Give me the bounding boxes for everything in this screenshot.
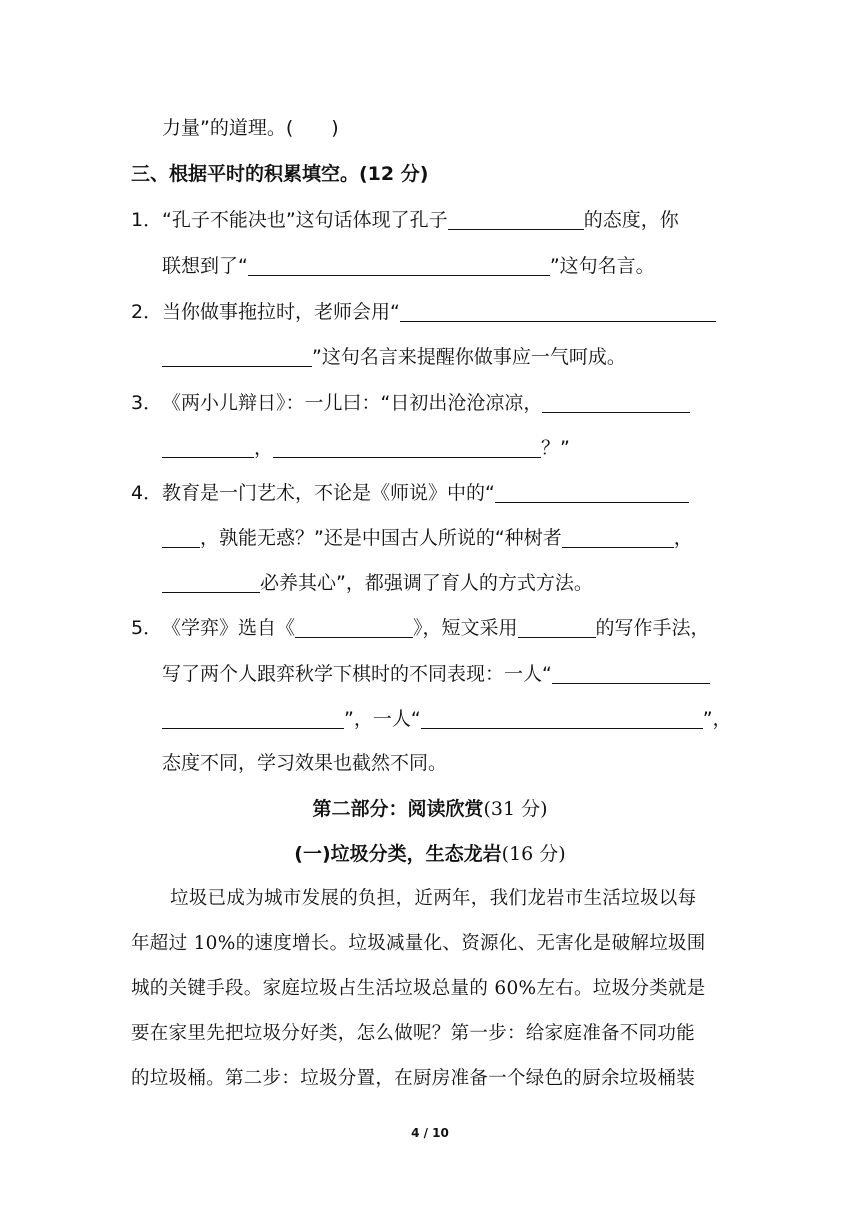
q4-blank4[interactable]	[162, 570, 260, 593]
reading1-heading	[0, 840, 860, 868]
q5-line1	[162, 614, 710, 642]
section3-heading	[131, 160, 428, 188]
part2-heading	[0, 795, 860, 823]
q3-line2	[162, 434, 570, 462]
part2-heading-text: 第二部分：阅读欣赏	[312, 798, 484, 820]
q5-text-e: ”，一人“	[344, 708, 421, 730]
q2-blank1[interactable]	[400, 299, 716, 322]
q3-blank1[interactable]	[542, 390, 690, 413]
q1-line2	[162, 252, 655, 280]
q4-line3	[162, 569, 593, 597]
q4-blank1[interactable]	[495, 480, 689, 503]
section3-heading-text: 三、根据平时的积累填空。(12 分)	[131, 163, 429, 185]
q2-text-a: 当你做事拖拉时，老师会用“	[162, 301, 400, 323]
page-number: 4 / 10	[411, 1126, 449, 1140]
q2-line2	[162, 343, 626, 371]
prev-question-continuation	[162, 114, 339, 142]
q5-text-f: ”，	[702, 708, 732, 730]
q1-text-c: 联想到了“	[162, 255, 248, 277]
q3-text-b: ，	[254, 437, 274, 459]
q3-line1	[162, 389, 690, 417]
q5-blank2[interactable]	[518, 615, 596, 638]
passage-line-3: 城的关键手段。家庭垃圾占生活垃圾总量的 60%左右。垃圾分类就是	[131, 978, 706, 999]
reading1-heading-text: (一)垃圾分类，生态龙岩	[294, 843, 502, 865]
q1-number: 1．	[131, 209, 163, 231]
q3-text-c: ？”	[541, 437, 570, 459]
q1-line1	[162, 206, 679, 234]
q3-blank3[interactable]	[273, 435, 541, 458]
q5-text-a: 《学弈》选自《	[162, 617, 296, 639]
q1-text-b: 的态度，你	[583, 209, 679, 231]
q4-blank3[interactable]	[562, 525, 674, 548]
q4-line1	[162, 479, 689, 507]
q5-text-b: 》，短文采用	[413, 617, 518, 639]
prev-question-text: 力量”的道理。( )	[162, 117, 339, 139]
q1-text-a: “孔子不能决也”这句话体现了孔子	[162, 209, 448, 231]
q5-line4	[162, 749, 447, 777]
part2-heading-score: (31 分)	[483, 798, 548, 820]
reading1-heading-score: (16 分)	[501, 843, 566, 865]
q3-blank2[interactable]	[162, 435, 254, 458]
q2-line1	[162, 298, 716, 326]
q3-number: 3．	[131, 392, 163, 414]
q5-blank4[interactable]	[162, 706, 344, 729]
q2-blank2[interactable]	[162, 344, 312, 367]
q4-blank2[interactable]	[162, 525, 200, 548]
q3-text-a: 《两小儿辩日》：一儿曰：“日初出沧沧凉凉，	[162, 392, 543, 414]
q4-line2	[162, 524, 693, 552]
q5-blank3[interactable]	[552, 661, 710, 684]
q5-text-g: 态度不同，学习效果也截然不同。	[162, 752, 448, 774]
q2-text-b: ”这句名言来提醒你做事应一气呵成。	[312, 346, 626, 368]
passage-line-1: 垃圾已成为城市发展的负担，近两年，我们龙岩市生活垃圾以每	[170, 888, 697, 909]
q5-line2	[162, 660, 710, 688]
q5-text-c: 的写作手法，	[595, 617, 710, 639]
q4-text-b: ，孰能无惑？”还是中国古人所说的“种树者	[200, 527, 562, 549]
passage-line-2: 年超过 10%的速度增长。垃圾减量化、资源化、无害化是破解垃圾围	[131, 933, 706, 954]
passage-line-5: 的垃圾桶。第二步：垃圾分置，在厨房准备一个绿色的厨余垃圾桶装	[131, 1068, 696, 1089]
q1-blank2[interactable]	[248, 253, 550, 276]
q4-text-a: 教育是一门艺术，不论是《师说》中的“	[162, 482, 495, 504]
q5-line3	[162, 705, 732, 733]
q5-text-d: 写了两个人跟弈秋学下棋时的不同表现：一人“	[162, 663, 552, 685]
q1-blank1[interactable]	[448, 207, 584, 230]
q4-number: 4．	[131, 482, 163, 504]
q4-text-d: 必养其心”，都强调了育人的方式方法。	[260, 572, 593, 594]
q5-number: 5．	[131, 617, 163, 639]
passage-line-4: 要在家里先把垃圾分好类，怎么做呢？第一步：给家庭准备不同功能	[131, 1023, 696, 1044]
q1-text-d: ”这句名言。	[549, 255, 655, 277]
q5-blank5[interactable]	[421, 706, 703, 729]
q2-number: 2．	[131, 301, 163, 323]
q4-text-c: ，	[673, 527, 693, 549]
q5-blank1[interactable]	[295, 615, 413, 638]
